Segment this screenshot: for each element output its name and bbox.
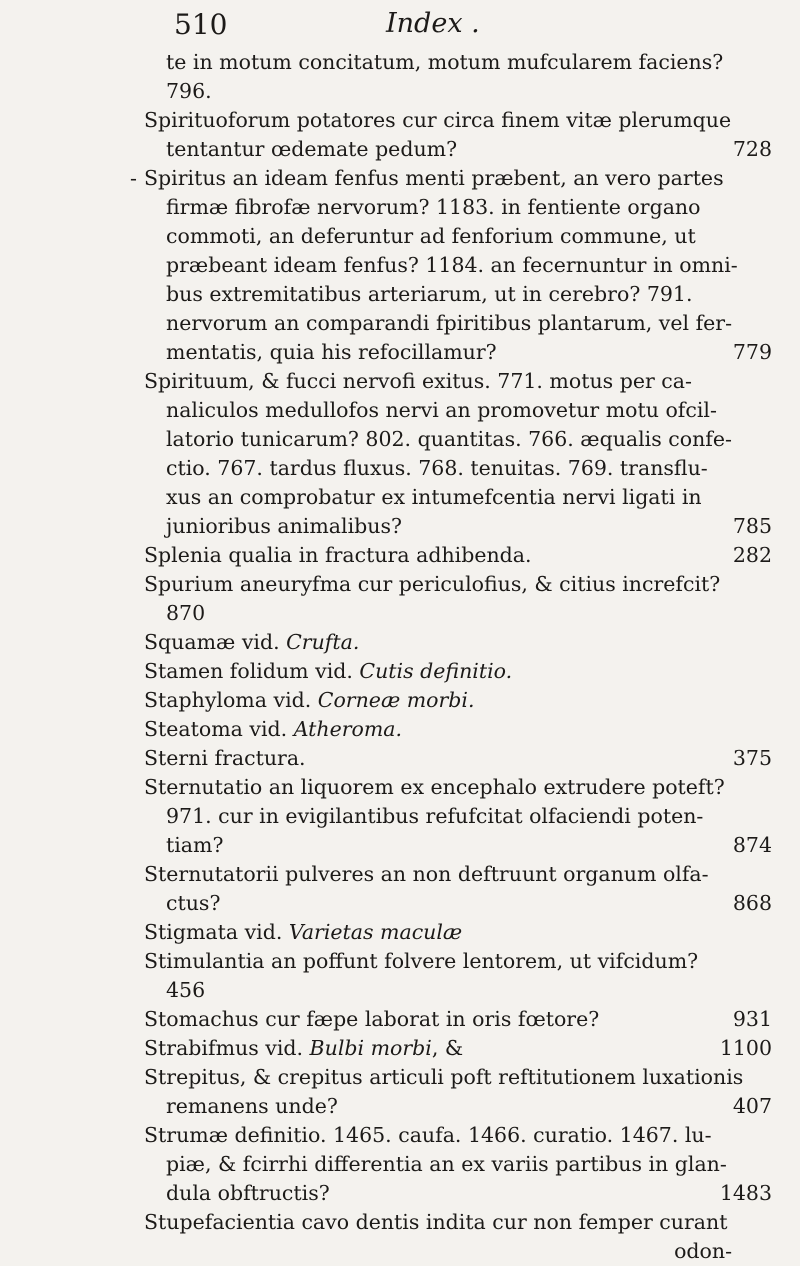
index-line	[144, 338, 772, 367]
index-line	[144, 1034, 772, 1063]
entry-text: Stomachus cur fæpe laborat in oris fœtore?	[144, 1007, 600, 1031]
page-reference: 785	[732, 514, 772, 538]
entry-text: commoti, an deferuntur ad fenforium commune, ut	[166, 224, 696, 248]
index-line	[144, 889, 772, 918]
index-line	[144, 1179, 772, 1208]
entry-text: Sternutatorii pulveres an non deftruunt organum olfa-	[144, 862, 709, 886]
entry-text: Splenia qualia in fractura adhibenda.	[144, 543, 532, 567]
cross-reference: Atheroma.	[293, 717, 403, 741]
index-line	[144, 193, 772, 222]
index-line	[144, 686, 772, 715]
index-line	[144, 251, 772, 280]
entry-text: Strumæ definitio. 1465. caufa. 1466. curatio. 1467. lu-	[144, 1123, 712, 1147]
page-reference: 779	[732, 340, 772, 364]
entry-text: latorio tunicarum? 802. quantitas. 766. æqualis confe-	[166, 427, 732, 451]
index-line	[144, 802, 772, 831]
index-line	[144, 367, 772, 396]
index-line	[144, 570, 772, 599]
entry-text: remanens unde?	[166, 1094, 338, 1118]
index-line	[144, 744, 772, 773]
page-reference: 407	[732, 1094, 772, 1118]
entry-text: 870	[166, 601, 206, 625]
entry-text: Spiritus an ideam fenfus menti præbent, an vero partes	[144, 166, 724, 190]
entry-text: Steatoma vid.	[144, 717, 294, 741]
index-line	[144, 483, 772, 512]
index-line	[144, 135, 772, 164]
index-line	[144, 1005, 772, 1034]
entry-text: Stimulantia an poffunt folvere lentorem, ut vifcidum?	[144, 949, 699, 973]
page-reference: 931	[732, 1007, 772, 1031]
index-line	[144, 280, 772, 309]
entry-text: dula obftructis?	[166, 1181, 330, 1205]
page-reference: 868	[732, 891, 772, 915]
index-line	[130, 164, 772, 193]
index-line	[144, 976, 772, 1005]
index-line	[144, 309, 772, 338]
entry-text: Stigmata vid.	[144, 920, 289, 944]
index-line	[144, 773, 772, 802]
index-line	[144, 1092, 772, 1121]
entry-text: 971. cur in evigilantibus refufcitat olfaciendi poten-	[166, 804, 704, 828]
margin-mark: -	[130, 166, 137, 190]
entry-text: Strepitus, & crepitus articuli poft reftitutionem luxationis	[144, 1065, 744, 1089]
entry-text: nervorum an comparandi fpiritibus plantarum, vel fer-	[166, 311, 733, 335]
entry-text: tentantur œdemate pedum?	[166, 137, 458, 161]
index-line	[144, 1237, 772, 1266]
index-line	[144, 1063, 772, 1092]
entry-text: Stupefacientia cavo dentis indita cur non femper curant	[144, 1210, 728, 1234]
entry-text: Sterni fractura.	[144, 746, 306, 770]
entry-text: 456	[166, 978, 206, 1002]
index-line	[144, 1121, 772, 1150]
page-reference: 874	[732, 833, 772, 857]
entry-text: firmæ fibrofæ nervorum? 1183. in fentiente organo	[166, 195, 701, 219]
index-line	[144, 454, 772, 483]
cross-reference: Cutis definitio.	[359, 659, 513, 683]
entry-text: Staphyloma vid.	[144, 688, 318, 712]
page-header	[0, 4, 800, 44]
page-reference: 1483	[719, 1181, 772, 1205]
index-line	[144, 657, 772, 686]
index-line	[144, 831, 772, 860]
entry-text: , &	[431, 1036, 464, 1060]
entry-text: ctio. 767. tardus fluxus. 768. tenuitas. 769. transflu-	[166, 456, 708, 480]
cross-reference: Crufta.	[286, 630, 360, 654]
entry-text: bus extremitatibus arteriarum, ut in cerebro? 791.	[166, 282, 693, 306]
index-line	[144, 918, 772, 947]
index-line	[144, 222, 772, 251]
cross-reference: Bulbi morbi	[309, 1036, 432, 1060]
index-line	[144, 1208, 772, 1237]
entry-text: Spirituoforum potatores cur circa finem vitæ plerumque	[144, 108, 732, 132]
entry-text: Spurium aneuryfma cur periculofius, & citius increfcit?	[144, 572, 721, 596]
page-number: 510	[174, 8, 228, 41]
index-line	[144, 77, 772, 106]
cross-reference: Corneæ morbi.	[317, 688, 475, 712]
running-title: Index .	[386, 8, 480, 39]
page-reference: 375	[732, 746, 772, 770]
entry-text: præbeant ideam fenfus? 1184. an fecernuntur in omni-	[166, 253, 738, 277]
index-line	[144, 512, 772, 541]
entry-text: xus an comprobatur ex intumefcentia nervi ligati in	[166, 485, 702, 509]
index-line	[144, 628, 772, 657]
index-line	[144, 106, 772, 135]
entry-text: tiam?	[166, 833, 224, 857]
cross-reference: Varietas maculæ	[288, 920, 463, 944]
entry-text: Sternutatio an liquorem ex encephalo extrudere poteft?	[144, 775, 725, 799]
index-line	[144, 396, 772, 425]
page-reference: 728	[732, 137, 772, 161]
entry-text: naliculos medullofos nervi an promovetur motu ofcil-	[166, 398, 717, 422]
entry-text: mentatis, quia his refocillamur?	[166, 340, 497, 364]
entry-text: Squamæ vid.	[144, 630, 287, 654]
index-line	[144, 541, 772, 570]
entry-text: te in motum concitatum, motum mufcularem faciens?	[166, 50, 724, 74]
index-line	[144, 425, 772, 454]
index-line	[144, 599, 772, 628]
entry-text: ctus?	[166, 891, 221, 915]
entry-text: 796.	[166, 79, 212, 103]
entry-text: Stamen folidum vid.	[144, 659, 360, 683]
entry-text: junioribus animalibus?	[166, 514, 402, 538]
index-line	[144, 48, 772, 77]
entry-text: odon-	[674, 1239, 732, 1263]
page-reference: 1100	[719, 1036, 772, 1060]
entry-text: piæ, & fcirrhi differentia an ex variis partibus in glan-	[166, 1152, 727, 1176]
entry-text: Strabifmus vid.	[144, 1036, 310, 1060]
index-entries	[130, 48, 772, 1266]
page-reference: 282	[732, 543, 772, 567]
index-line	[144, 1150, 772, 1179]
index-line	[144, 947, 772, 976]
entry-text: Spirituum, & fucci nervofi exitus. 771. motus per ca-	[144, 369, 692, 393]
index-line	[144, 860, 772, 889]
index-line	[144, 715, 772, 744]
